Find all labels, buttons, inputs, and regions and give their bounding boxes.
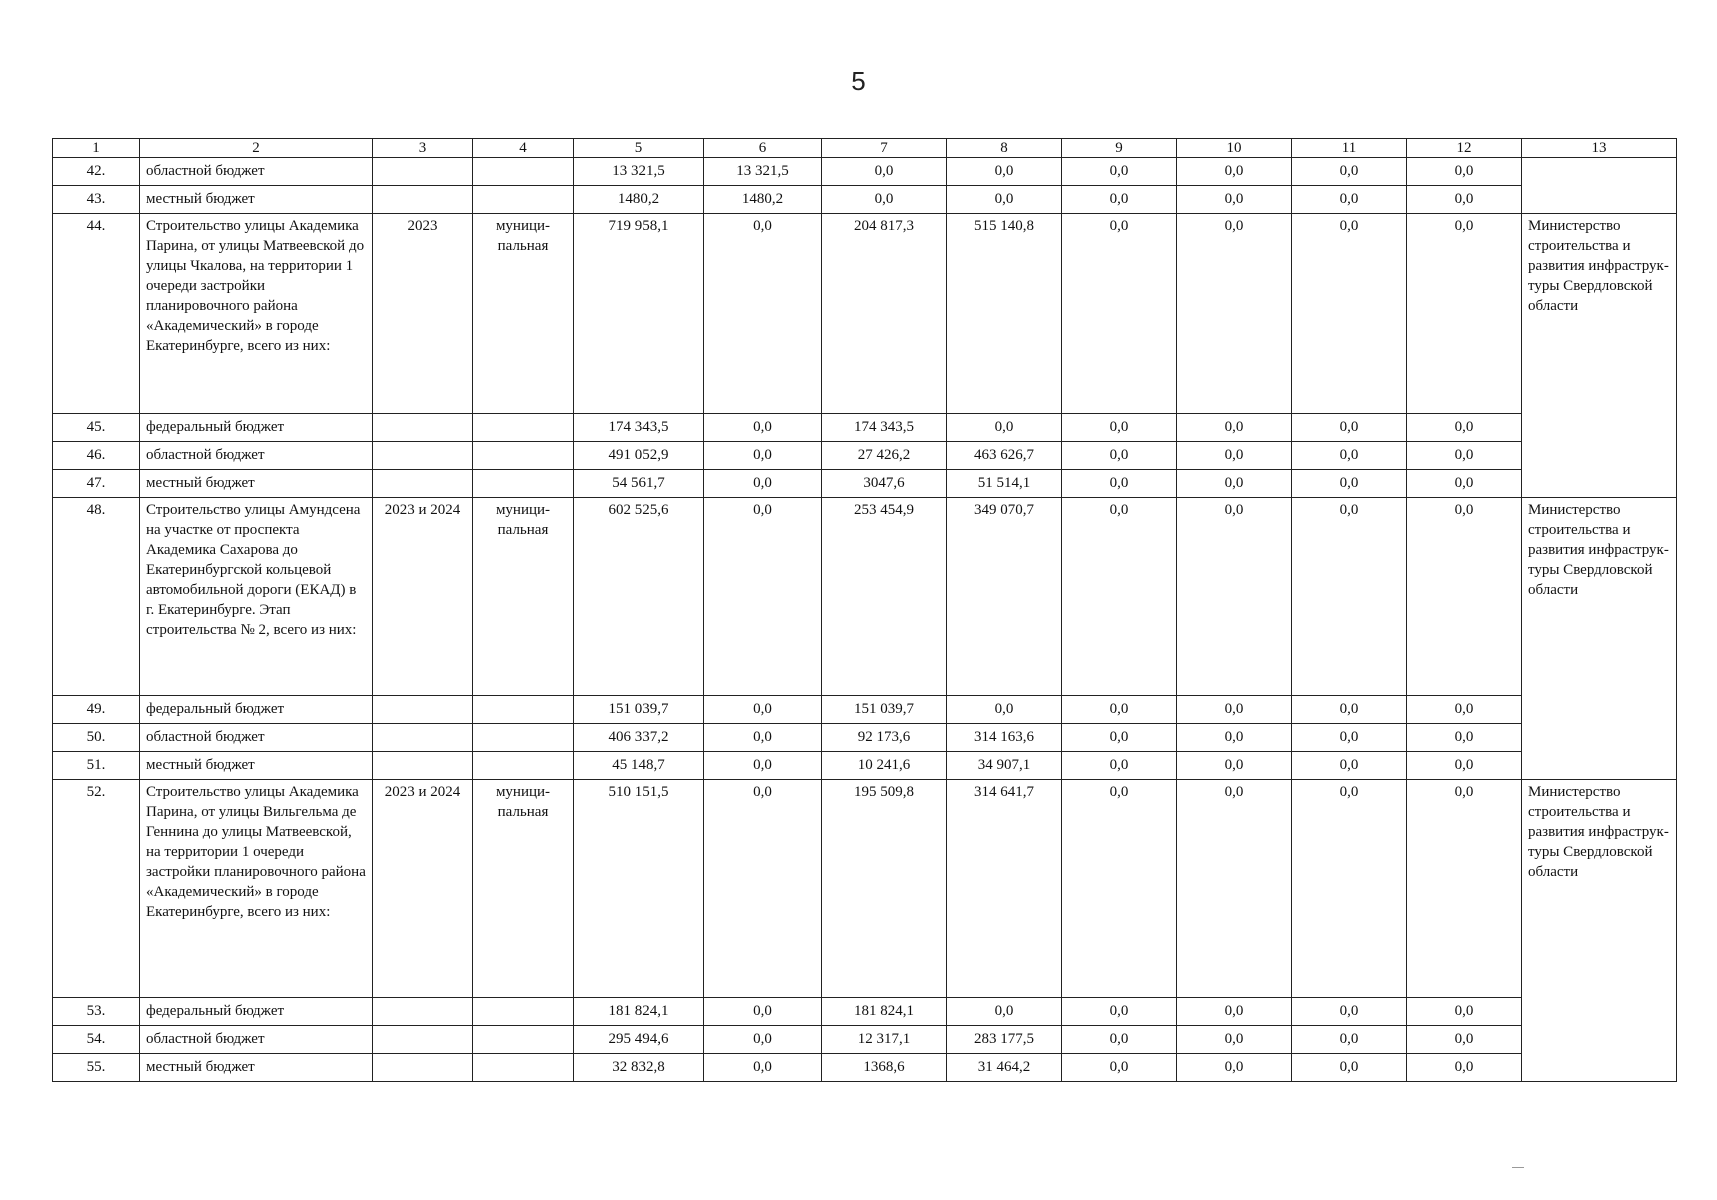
responsible-cell bbox=[1522, 158, 1677, 214]
value-cell: 0,0 bbox=[1177, 158, 1292, 186]
column-number: 13 bbox=[1522, 139, 1677, 158]
column-number: 10 bbox=[1177, 139, 1292, 158]
value-cell: 0,0 bbox=[1407, 1054, 1522, 1082]
year-cell bbox=[373, 442, 473, 470]
table-row bbox=[53, 724, 1677, 752]
year-cell bbox=[373, 696, 473, 724]
row-number: 48. bbox=[53, 498, 140, 696]
budget-table bbox=[52, 138, 1677, 1082]
value-cell: 0,0 bbox=[1292, 752, 1407, 780]
row-title: местный бюджет bbox=[140, 186, 373, 214]
row-number: 53. bbox=[53, 998, 140, 1026]
value-cell: 0,0 bbox=[704, 498, 822, 696]
value-cell: 0,0 bbox=[1062, 442, 1177, 470]
responsible-cell: Министерство строительства и развития инфраструк-туры Свердловской области bbox=[1522, 498, 1677, 780]
value-cell: 54 561,7 bbox=[574, 470, 704, 498]
value-cell: 174 343,5 bbox=[574, 414, 704, 442]
value-cell: 314 641,7 bbox=[947, 780, 1062, 998]
value-cell: 32 832,8 bbox=[574, 1054, 704, 1082]
value-cell: 181 824,1 bbox=[574, 998, 704, 1026]
scan-mark bbox=[1512, 1167, 1524, 1168]
value-cell: 0,0 bbox=[1407, 1026, 1522, 1054]
row-number: 46. bbox=[53, 442, 140, 470]
type-cell bbox=[473, 1054, 574, 1082]
column-number-row bbox=[53, 139, 1677, 158]
value-cell: 151 039,7 bbox=[574, 696, 704, 724]
value-cell: 0,0 bbox=[1062, 696, 1177, 724]
table-row bbox=[53, 780, 1677, 998]
value-cell: 0,0 bbox=[704, 724, 822, 752]
value-cell: 719 958,1 bbox=[574, 214, 704, 414]
value-cell: 0,0 bbox=[1292, 442, 1407, 470]
value-cell: 0,0 bbox=[1292, 1026, 1407, 1054]
row-number: 55. bbox=[53, 1054, 140, 1082]
year-cell bbox=[373, 1054, 473, 1082]
value-cell: 27 426,2 bbox=[822, 442, 947, 470]
value-cell: 0,0 bbox=[1177, 998, 1292, 1026]
value-cell: 1368,6 bbox=[822, 1054, 947, 1082]
value-cell: 0,0 bbox=[1177, 214, 1292, 414]
value-cell: 0,0 bbox=[1292, 1054, 1407, 1082]
value-cell: 0,0 bbox=[1177, 470, 1292, 498]
value-cell: 0,0 bbox=[1407, 158, 1522, 186]
row-number: 51. bbox=[53, 752, 140, 780]
value-cell: 0,0 bbox=[947, 158, 1062, 186]
value-cell: 349 070,7 bbox=[947, 498, 1062, 696]
row-number: 45. bbox=[53, 414, 140, 442]
row-title: областной бюджет bbox=[140, 724, 373, 752]
value-cell: 0,0 bbox=[1062, 498, 1177, 696]
row-title: Строительство улицы Академика Парина, от улицы Вильгельма де Геннина до улицы Матвеевской, на территории 1 очереди застройки планировочного района «Академический» в городе Екатеринбурге, всего из них: bbox=[140, 780, 373, 998]
value-cell: 0,0 bbox=[1292, 186, 1407, 214]
value-cell: 406 337,2 bbox=[574, 724, 704, 752]
value-cell: 151 039,7 bbox=[822, 696, 947, 724]
column-number: 11 bbox=[1292, 139, 1407, 158]
row-title: Строительство улицы Амундсена на участке от проспекта Академика Сахарова до Екатеринбургской кольцевой автомобильной дороги (ЕКАД) в г. Екатеринбурге. Этап строительства № 2, всего из них: bbox=[140, 498, 373, 696]
value-cell: 463 626,7 bbox=[947, 442, 1062, 470]
value-cell: 13 321,5 bbox=[704, 158, 822, 186]
value-cell: 3047,6 bbox=[822, 470, 947, 498]
row-title: Строительство улицы Академика Парина, от улицы Матвеевской до улицы Чкалова, на территории 1 очереди застройки планировочного района «Академический» в городе Екатеринбурге, всего из них: bbox=[140, 214, 373, 414]
year-cell: 2023 и 2024 bbox=[373, 498, 473, 696]
value-cell: 0,0 bbox=[947, 696, 1062, 724]
value-cell: 51 514,1 bbox=[947, 470, 1062, 498]
type-cell bbox=[473, 998, 574, 1026]
value-cell: 204 817,3 bbox=[822, 214, 947, 414]
row-number: 47. bbox=[53, 470, 140, 498]
value-cell: 0,0 bbox=[704, 442, 822, 470]
row-number: 44. bbox=[53, 214, 140, 414]
value-cell: 0,0 bbox=[704, 414, 822, 442]
column-number: 12 bbox=[1407, 139, 1522, 158]
value-cell: 0,0 bbox=[1062, 158, 1177, 186]
row-number: 52. bbox=[53, 780, 140, 998]
value-cell: 10 241,6 bbox=[822, 752, 947, 780]
value-cell: 0,0 bbox=[1062, 214, 1177, 414]
value-cell: 0,0 bbox=[1062, 780, 1177, 998]
value-cell: 0,0 bbox=[704, 752, 822, 780]
value-cell: 0,0 bbox=[1062, 186, 1177, 214]
value-cell: 0,0 bbox=[947, 186, 1062, 214]
column-number: 2 bbox=[140, 139, 373, 158]
column-number: 6 bbox=[704, 139, 822, 158]
value-cell: 1480,2 bbox=[704, 186, 822, 214]
value-cell: 0,0 bbox=[1177, 696, 1292, 724]
row-title: областной бюджет bbox=[140, 158, 373, 186]
value-cell: 602 525,6 bbox=[574, 498, 704, 696]
type-cell bbox=[473, 414, 574, 442]
year-cell bbox=[373, 414, 473, 442]
value-cell: 0,0 bbox=[1177, 498, 1292, 696]
type-cell bbox=[473, 724, 574, 752]
column-number: 9 bbox=[1062, 139, 1177, 158]
value-cell: 0,0 bbox=[1407, 442, 1522, 470]
value-cell: 283 177,5 bbox=[947, 1026, 1062, 1054]
value-cell: 0,0 bbox=[704, 696, 822, 724]
type-cell bbox=[473, 158, 574, 186]
column-number: 1 bbox=[53, 139, 140, 158]
value-cell: 181 824,1 bbox=[822, 998, 947, 1026]
value-cell: 0,0 bbox=[1292, 414, 1407, 442]
row-number: 43. bbox=[53, 186, 140, 214]
type-cell bbox=[473, 186, 574, 214]
value-cell: 515 140,8 bbox=[947, 214, 1062, 414]
value-cell: 0,0 bbox=[1177, 442, 1292, 470]
value-cell: 0,0 bbox=[1407, 414, 1522, 442]
column-number: 7 bbox=[822, 139, 947, 158]
year-cell bbox=[373, 752, 473, 780]
value-cell: 0,0 bbox=[1407, 186, 1522, 214]
value-cell: 13 321,5 bbox=[574, 158, 704, 186]
row-number: 54. bbox=[53, 1026, 140, 1054]
value-cell: 0,0 bbox=[704, 470, 822, 498]
type-cell bbox=[473, 752, 574, 780]
value-cell: 0,0 bbox=[1062, 724, 1177, 752]
page-number: 5 bbox=[851, 66, 866, 96]
value-cell: 0,0 bbox=[1407, 470, 1522, 498]
value-cell: 31 464,2 bbox=[947, 1054, 1062, 1082]
table-row bbox=[53, 498, 1677, 696]
year-cell bbox=[373, 724, 473, 752]
row-number: 50. bbox=[53, 724, 140, 752]
responsible-cell: Министерство строительства и развития инфраструк-туры Свердловской области bbox=[1522, 780, 1677, 1082]
value-cell: 0,0 bbox=[1292, 498, 1407, 696]
row-number: 49. bbox=[53, 696, 140, 724]
row-title: местный бюджет bbox=[140, 470, 373, 498]
value-cell: 0,0 bbox=[1292, 998, 1407, 1026]
table-row bbox=[53, 442, 1677, 470]
year-cell bbox=[373, 1026, 473, 1054]
value-cell: 0,0 bbox=[1177, 752, 1292, 780]
table-row bbox=[53, 414, 1677, 442]
column-number: 3 bbox=[373, 139, 473, 158]
table-row bbox=[53, 752, 1677, 780]
value-cell: 510 151,5 bbox=[574, 780, 704, 998]
value-cell: 0,0 bbox=[1062, 414, 1177, 442]
value-cell: 0,0 bbox=[822, 186, 947, 214]
value-cell: 0,0 bbox=[704, 780, 822, 998]
value-cell: 0,0 bbox=[947, 414, 1062, 442]
year-cell: 2023 и 2024 bbox=[373, 780, 473, 998]
value-cell: 0,0 bbox=[1407, 498, 1522, 696]
value-cell: 12 317,1 bbox=[822, 1026, 947, 1054]
row-number: 42. bbox=[53, 158, 140, 186]
year-cell: 2023 bbox=[373, 214, 473, 414]
value-cell: 0,0 bbox=[1062, 1026, 1177, 1054]
value-cell: 0,0 bbox=[1407, 696, 1522, 724]
year-cell bbox=[373, 470, 473, 498]
row-title: областной бюджет bbox=[140, 442, 373, 470]
table-row bbox=[53, 1026, 1677, 1054]
table-row bbox=[53, 1054, 1677, 1082]
value-cell: 0,0 bbox=[947, 998, 1062, 1026]
value-cell: 491 052,9 bbox=[574, 442, 704, 470]
value-cell: 195 509,8 bbox=[822, 780, 947, 998]
table-row bbox=[53, 470, 1677, 498]
column-number: 5 bbox=[574, 139, 704, 158]
value-cell: 0,0 bbox=[704, 998, 822, 1026]
value-cell: 0,0 bbox=[1062, 1054, 1177, 1082]
table-row bbox=[53, 158, 1677, 186]
row-title: федеральный бюджет bbox=[140, 414, 373, 442]
value-cell: 45 148,7 bbox=[574, 752, 704, 780]
value-cell: 1480,2 bbox=[574, 186, 704, 214]
value-cell: 0,0 bbox=[1062, 998, 1177, 1026]
responsible-cell: Министерство строительства и развития инфраструк-туры Свердловской области bbox=[1522, 214, 1677, 498]
type-cell bbox=[473, 442, 574, 470]
value-cell: 0,0 bbox=[1177, 724, 1292, 752]
value-cell: 0,0 bbox=[1292, 158, 1407, 186]
year-cell bbox=[373, 186, 473, 214]
table-row bbox=[53, 998, 1677, 1026]
value-cell: 0,0 bbox=[1177, 1026, 1292, 1054]
type-cell bbox=[473, 696, 574, 724]
type-cell bbox=[473, 1026, 574, 1054]
column-number: 4 bbox=[473, 139, 574, 158]
year-cell bbox=[373, 158, 473, 186]
type-cell: муници-пальная bbox=[473, 214, 574, 414]
value-cell: 0,0 bbox=[1407, 214, 1522, 414]
value-cell: 0,0 bbox=[1407, 724, 1522, 752]
value-cell: 0,0 bbox=[1177, 186, 1292, 214]
value-cell: 0,0 bbox=[1177, 414, 1292, 442]
value-cell: 0,0 bbox=[704, 214, 822, 414]
value-cell: 0,0 bbox=[1292, 780, 1407, 998]
value-cell: 0,0 bbox=[822, 158, 947, 186]
column-number: 8 bbox=[947, 139, 1062, 158]
value-cell: 0,0 bbox=[1292, 724, 1407, 752]
type-cell: муници-пальная bbox=[473, 498, 574, 696]
type-cell bbox=[473, 470, 574, 498]
value-cell: 0,0 bbox=[1292, 214, 1407, 414]
value-cell: 0,0 bbox=[1407, 998, 1522, 1026]
row-title: областной бюджет bbox=[140, 1026, 373, 1054]
value-cell: 253 454,9 bbox=[822, 498, 947, 696]
table-row bbox=[53, 696, 1677, 724]
value-cell: 0,0 bbox=[1407, 752, 1522, 780]
value-cell: 295 494,6 bbox=[574, 1026, 704, 1054]
value-cell: 314 163,6 bbox=[947, 724, 1062, 752]
value-cell: 0,0 bbox=[704, 1026, 822, 1054]
value-cell: 174 343,5 bbox=[822, 414, 947, 442]
table-row bbox=[53, 186, 1677, 214]
table-row bbox=[53, 214, 1677, 414]
value-cell: 0,0 bbox=[1177, 1054, 1292, 1082]
type-cell: муници-пальная bbox=[473, 780, 574, 998]
value-cell: 0,0 bbox=[1292, 696, 1407, 724]
value-cell: 0,0 bbox=[1292, 470, 1407, 498]
value-cell: 92 173,6 bbox=[822, 724, 947, 752]
value-cell: 0,0 bbox=[1407, 780, 1522, 998]
row-title: местный бюджет bbox=[140, 752, 373, 780]
value-cell: 34 907,1 bbox=[947, 752, 1062, 780]
value-cell: 0,0 bbox=[1177, 780, 1292, 998]
row-title: местный бюджет bbox=[140, 1054, 373, 1082]
value-cell: 0,0 bbox=[704, 1054, 822, 1082]
value-cell: 0,0 bbox=[1062, 470, 1177, 498]
year-cell bbox=[373, 998, 473, 1026]
value-cell: 0,0 bbox=[1062, 752, 1177, 780]
row-title: федеральный бюджет bbox=[140, 696, 373, 724]
row-title: федеральный бюджет bbox=[140, 998, 373, 1026]
